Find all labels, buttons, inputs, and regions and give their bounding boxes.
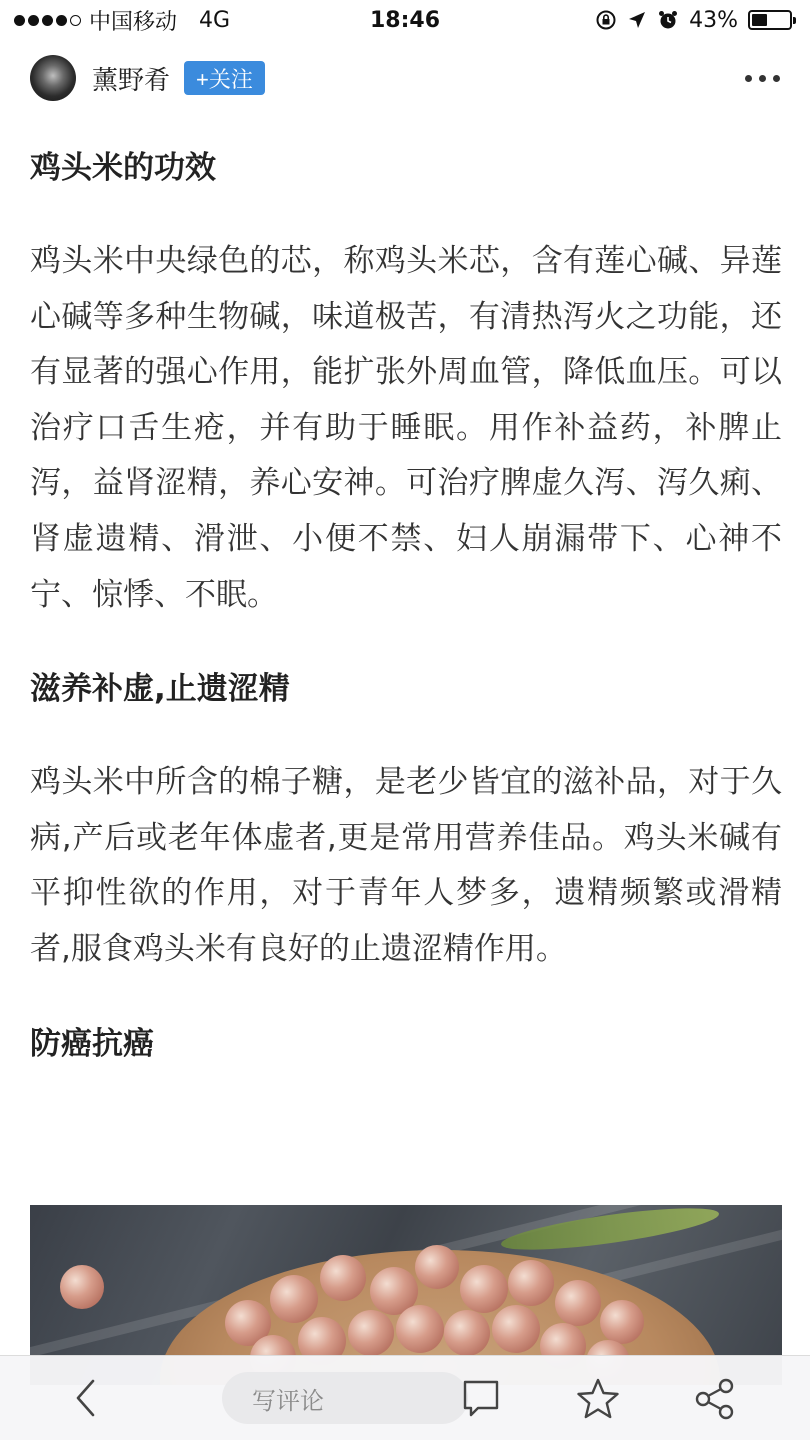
status-time: 18:46 — [369, 7, 441, 33]
section-heading: 滋养补虚,止遗涩精 — [30, 671, 290, 708]
back-button[interactable] — [45, 1356, 125, 1440]
article-body — [30, 128, 782, 1076]
rotation-lock-icon — [595, 9, 617, 31]
network-type: 4G — [199, 7, 231, 33]
location-icon — [627, 10, 647, 30]
alarm-icon — [657, 9, 679, 31]
author-bar — [0, 52, 810, 104]
section-paragraph: 鸡头米中所含的棉子糖，是老少皆宜的滋补品，对于久病,产后或老年体虚者,更是常用营养佳品。鸡头米碱有平抑性欲的作用，对于青年人梦多，遗精频繁或滑精者,服食鸡头米有良好的止遗涩精作用。 — [30, 764, 782, 967]
status-bar — [0, 0, 810, 40]
comment-button[interactable] — [446, 1356, 516, 1440]
more-options-icon[interactable] — [745, 63, 780, 93]
leaf-decoration — [499, 1205, 721, 1258]
follow-button[interactable]: +关注 — [184, 61, 265, 95]
section-paragraph: 鸡头米中央绿色的芯，称鸡头米芯，含有莲心碱、异莲心碱等多种生物碱，味道极苦，有清热泻火之功能，还有显著的强心作用，能扩张外周血管，降低血压。可以治疗口舌生疮，并有助于睡眠。用作补益药，补脾止泻，益肾涩精，养心安神。可治疗脾虚久泻、泻久痢、肾虚遗精、滑泄、小便不禁、妇人崩漏带下、心神不宁、惊悸、不眠。 — [30, 243, 782, 613]
comment-icon — [462, 1379, 500, 1419]
bottom-toolbar — [0, 1355, 810, 1440]
author-name[interactable]: 薰野肴 — [92, 65, 171, 96]
star-icon — [576, 1378, 620, 1420]
battery-fill — [752, 14, 767, 26]
section-heading: 防癌抗癌 — [30, 1025, 154, 1062]
back-arrow-icon — [73, 1378, 97, 1418]
status-left — [14, 5, 230, 36]
battery-icon — [748, 10, 792, 30]
section-heading: 鸡头米的功效 — [30, 150, 216, 186]
signal-icon — [14, 15, 81, 26]
share-icon — [694, 1378, 736, 1420]
avatar[interactable] — [30, 55, 76, 101]
comment-input[interactable]: 写评论 — [222, 1372, 468, 1424]
favorite-button[interactable] — [563, 1356, 633, 1440]
share-button[interactable] — [680, 1356, 750, 1440]
battery-percent: 43% — [689, 7, 738, 33]
status-right — [595, 8, 792, 33]
carrier-name: 中国移动 — [89, 9, 178, 35]
